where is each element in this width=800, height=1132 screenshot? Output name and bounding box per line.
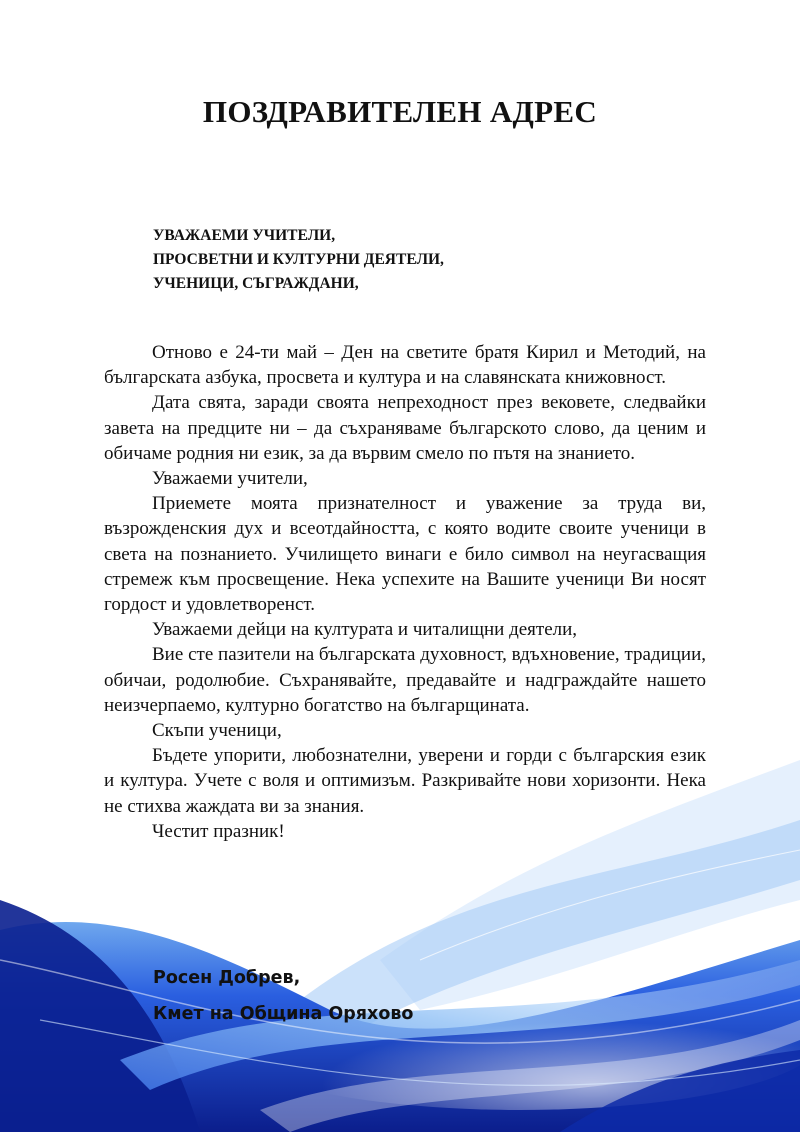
body-paragraph: Дата свята, заради своята непреходност през вековете, следвайки завета на предците ни – да съхраняваме българското слово, да ценим и обичаме родния ни език, за да вървим смело по пътя на знанието. xyxy=(104,392,706,464)
salutation-line: УЧЕНИЦИ, СЪГРАЖДАНИ, xyxy=(153,275,359,292)
signature-name: Росен Добрев, xyxy=(153,968,301,988)
body-paragraph: Бъдете упорити, любознателни, уверени и горди с българския език и култура. Учете с воля и оптимизъм. Разкривайте нови хоризонти. Нека не стихва жаждата ви за знания. xyxy=(104,745,706,817)
letter-body xyxy=(104,340,706,844)
document-title: ПОЗДРАВИТЕЛЕН АДРЕС xyxy=(202,94,598,129)
body-paragraph: Уважаеми дейци на културата и читалищни деятели, xyxy=(152,619,578,641)
signature-position: Кмет на Община Оряхово xyxy=(153,1004,414,1024)
body-paragraph: Приемете моята признателност и уважение за труда ви, възрожденския дух и всеотдайността, с която водите своите ученици в света на познанието. Училището винаги е било символ на неугасващия стремеж към просвещение. Нека успехите на Вашите ученици Ви носят гордост и удовлетворенст. xyxy=(104,493,706,616)
salutation-block xyxy=(153,224,713,296)
body-paragraph: Отново е 24-ти май – Ден на светите братя Кирил и Методий, на българската азбука, просвета и култура и на славянската книжовност. xyxy=(104,342,706,389)
body-paragraph: Уважаеми учители, xyxy=(152,468,308,490)
body-paragraph: Честит празник! xyxy=(152,820,285,842)
signature-block xyxy=(153,960,413,1032)
salutation-line: ПРОСВЕТНИ И КУЛТУРНИ ДЕЯТЕЛИ, xyxy=(153,251,444,268)
body-paragraph: Вие сте пазители на българската духовност, вдъхновение, традиции, обичаи, родолюбие. Съхранявайте, предавайте и надграждайте нашето неизчерпаемо, културно богатство на българщината. xyxy=(104,644,706,716)
salutation-line: УВАЖАЕМИ УЧИТЕЛИ, xyxy=(153,227,336,244)
body-paragraph: Скъпи ученици, xyxy=(152,720,282,742)
